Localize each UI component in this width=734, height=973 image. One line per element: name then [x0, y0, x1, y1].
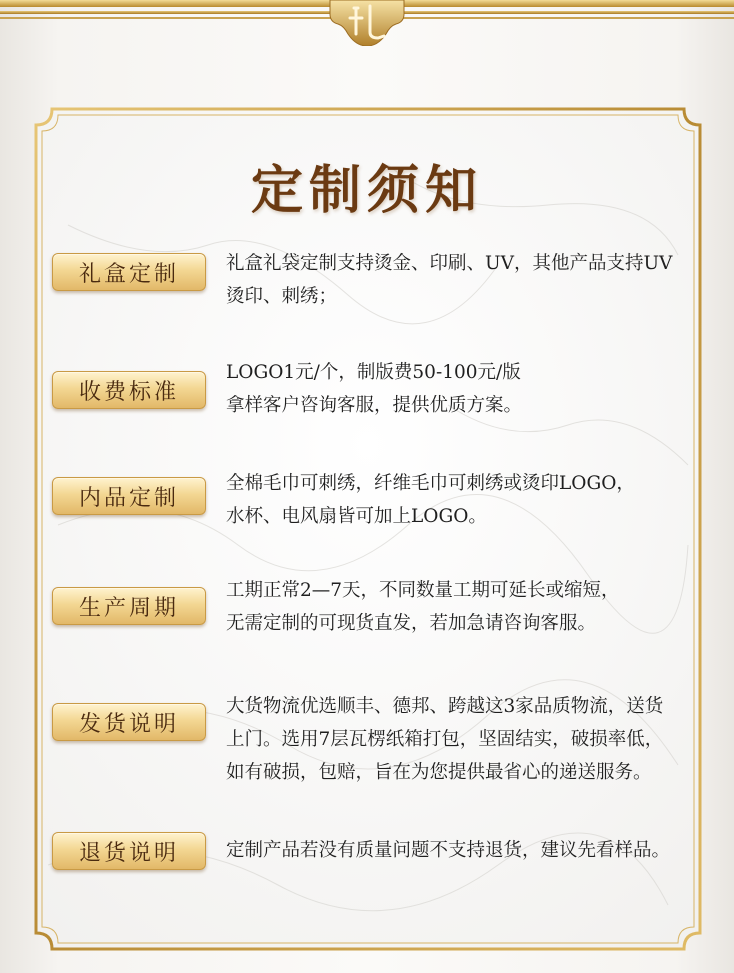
section-label: 发货说明	[52, 703, 206, 741]
description-line: 大货物流优选顺丰、德邦、跨越这3家品质物流，送货	[226, 696, 664, 717]
description-line: 无需定制的可现货直发，若加急请咨询客服。	[226, 613, 597, 634]
section-label: 退货说明	[52, 832, 206, 870]
section-label: 生产周期	[52, 587, 206, 625]
description-line: 全棉毛巾可刺绣，纤维毛巾可刺绣或烫印LOGO，	[226, 473, 635, 494]
section-description	[226, 834, 696, 867]
section-label: 礼盒定制	[52, 253, 206, 291]
section-description	[226, 690, 696, 789]
section-description	[226, 574, 696, 640]
section-label: 收费标准	[52, 371, 206, 409]
section-description	[226, 467, 696, 533]
description-line: 拿样客户咨询客服，提供优质方案。	[226, 395, 523, 416]
description-line: 定制产品若没有质量问题不支持退货，建议先看样品。	[226, 840, 671, 861]
description-line: 烫印、刺绣；	[226, 286, 338, 307]
description-line: 水杯、电风扇皆可加上LOGO。	[226, 506, 487, 527]
section-description	[226, 356, 696, 422]
description-line: 工期正常2—7天，不同数量工期可延长或缩短，	[226, 580, 620, 601]
page-title: 定制须知	[250, 160, 483, 221]
description-line: 礼盒礼袋定制支持烫金、印刷、UV，其他产品支持UV	[226, 253, 673, 274]
description-line: 上门。选用7层瓦楞纸箱打包，坚固结实，破损率低，	[226, 729, 664, 750]
section-label: 内品定制	[52, 477, 206, 515]
section-description	[226, 247, 696, 313]
description-line: LOGO1元/个，制版费50-100元/版	[226, 362, 521, 383]
description-line: 如有破损，包赔，旨在为您提供最省心的递送服务。	[226, 762, 652, 783]
emblem-icon	[326, 0, 408, 46]
